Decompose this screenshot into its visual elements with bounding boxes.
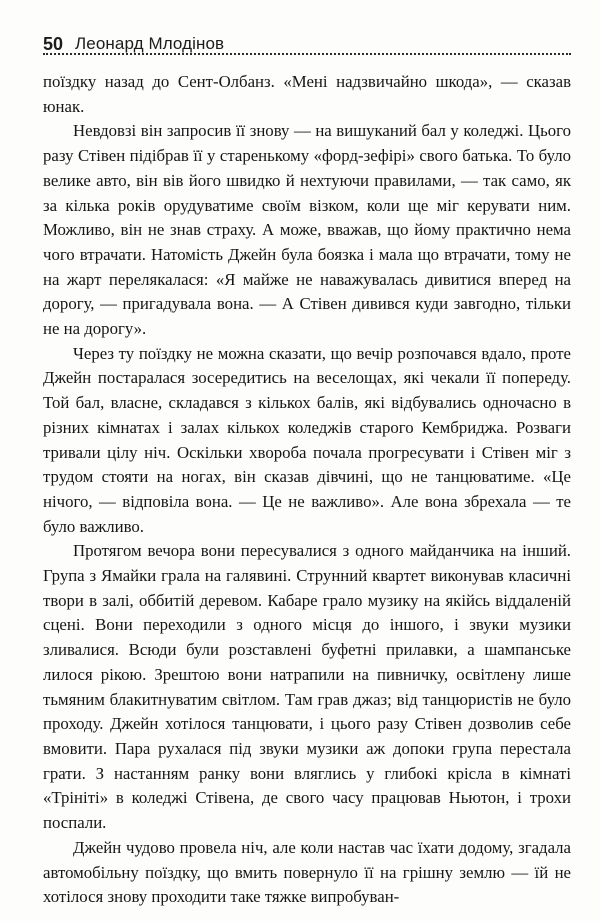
paragraph-4: Протягом вечора вони пересувалися з одного майданчика на інший. Група з Ямайки грала на галявині. Струнний квартет виконував класичні твори в залі, оббитій деревом. Кабаре грало музику на якійсь віддаленій сцені. Вони переходили з одного місця до іншого, і звуки музики зливалися. Всюди були розставлені буфетні прилавки, а шампанське лилося рікою. Зрештою вони натрапили на пивничку, освітлену лише тьмяним блакитнуватим світлом. Там грав джаз; від танцюристів не було проходу. Джейн хотілося танцювати, і цього разу Стівен дозволив себе вмовити. Пара рухалася під звуки музики аж допоки група перестала грати. З настанням ранку вони вляглись у глибокі крісла в кімнаті «Трініті» в коледжі Стівена, де свого часу працював Ньютон, і трохи поспали. [43,541,571,833]
page-header [43,28,571,54]
paragraph-3: Через ту поїздку не можна сказати, що вечір розпочався вдало, проте Джейн постаралася зосередитись на веселощах, які чекали її попереду. Той бал, власне, складався з кількох балів, які відбувались одночасно в різних кімнатах і залах кількох коледжів старого Кембриджа. Розваги тривали цілу ніч. Оскільки хвороба почала прогресувати і Стівен міг з трудом стояти на ногах, він сказав дівчині, що не танцюватиме. «Це нічого, — відповіла вона. — Це не важливо». Але вона збрехала — те було важливо. [43,343,571,536]
paragraph-1: поїздку назад до Сент-Олбанз. «Мені надзвичайно шкода», — сказав юнак. [43,72,571,116]
header-dotted-rule [43,53,571,55]
page-number: 50 [43,34,64,54]
body-text [43,70,571,910]
running-head-author: Леонард Млодінов [75,34,225,53]
paragraph-5: Джейн чудово провела ніч, але коли настав час їхати додому, згадала автомобільну поїздку, що вмить повернуло її на грішну землю — їй не хотілося знову проходити таке тяжке випробуван- [43,837,571,907]
paragraph-2: Невдовзі він запросив її знову — на вишуканий бал у коледжі. Цього разу Стівен підібрав її у старенькому «форд-зефірі» свого батька. То було велике авто, він вів його швидко й нехтуючи правилами, — так само, як за кілька років орудуватиме своїм візком, коли ще міг керувати ним. Можливо, він не знав страху. А може, вважав, що йому практично нема чого втрачати. Натомість Джейн була боязка і мала що втрачати, тому не на жарт перелякалася: «Я майже не наважувалась дивитися вперед на дорогу, — пригадувала вона. — А Стівен дивився куди завгодно, тільки не на дорогу». [43,121,571,339]
